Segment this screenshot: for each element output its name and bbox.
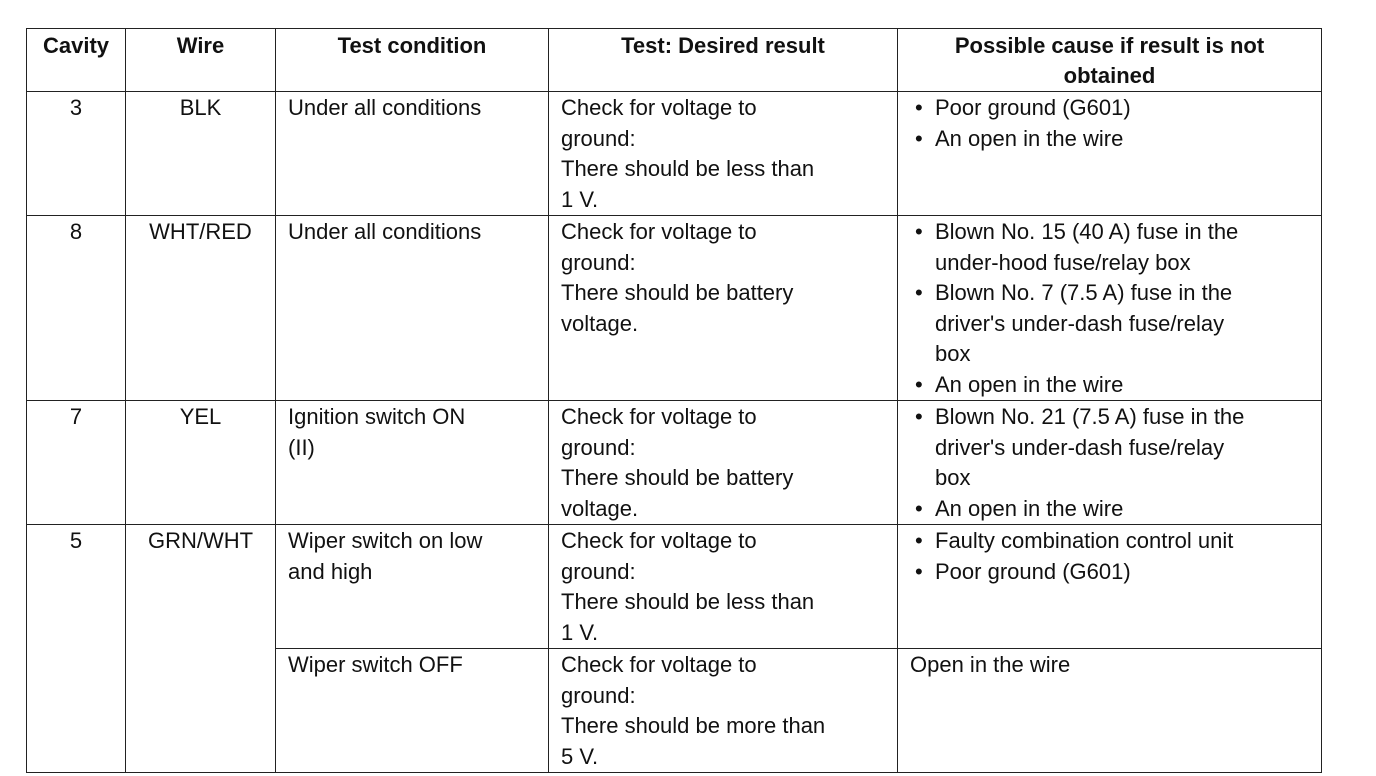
header-possible-cause-line: Possible cause if result is not	[954, 33, 1265, 58]
table-row	[27, 525, 1322, 649]
cause-list	[910, 217, 1311, 400]
result-line: 1 V.	[561, 186, 599, 212]
result-line: 5 V.	[561, 743, 599, 769]
result-line: Check for voltage to	[561, 528, 757, 553]
wire-cell: BLK	[126, 92, 276, 216]
cause-list	[910, 402, 1311, 524]
cause-item	[910, 526, 1311, 557]
result-line: Check for voltage to	[561, 404, 757, 429]
cavity-cell: 7	[27, 401, 126, 525]
result-line: ground:	[561, 249, 636, 275]
cause-cell: Open in the wire	[898, 649, 1322, 773]
cause-line: • Poor ground (G601)	[935, 95, 1131, 120]
cause-line: under-hood fuse/relay box	[935, 249, 1191, 275]
table-header-row	[27, 29, 1322, 92]
result-cell	[549, 649, 898, 773]
cause-line: driver's under-dash fuse/relay	[935, 434, 1225, 460]
table-row	[27, 92, 1322, 216]
header-desired-result: Test: Desired result	[549, 29, 898, 92]
condition-cell	[276, 649, 549, 773]
result-line: There should be less than	[561, 156, 815, 181]
cause-line: • Poor ground (G601)	[935, 558, 1131, 584]
header-cavity: Cavity	[27, 29, 126, 92]
cause-cell	[898, 525, 1322, 649]
result-line: ground:	[561, 434, 636, 460]
cause-item	[910, 402, 1311, 494]
cause-line: • Faulty combination control unit	[935, 528, 1234, 553]
wire-cell: GRN/WHT	[126, 525, 276, 773]
result-line: There should be more than	[561, 713, 826, 738]
cause-item	[910, 557, 1311, 588]
cause-list	[910, 526, 1311, 587]
cause-line: • An open in the wire	[935, 125, 1124, 151]
table-row	[27, 401, 1322, 525]
result-cell	[549, 216, 898, 401]
condition-cell	[276, 92, 549, 216]
cause-line: • Blown No. 7 (7.5 A) fuse in the	[935, 280, 1233, 305]
result-line: There should be battery	[561, 465, 794, 490]
condition-line: Ignition switch ON	[288, 404, 466, 429]
cause-cell	[898, 401, 1322, 525]
header-possible-cause	[898, 29, 1322, 92]
condition-line: Under all conditions	[288, 219, 482, 244]
condition-cell	[276, 216, 549, 401]
result-line: There should be battery	[561, 280, 794, 305]
result-cell	[549, 525, 898, 649]
result-line: Check for voltage to	[561, 652, 757, 677]
cause-line: • Blown No. 21 (7.5 A) fuse in the	[935, 404, 1245, 429]
condition-line: Under all conditions	[288, 95, 482, 120]
result-line: There should be less than	[561, 589, 815, 614]
cavity-cell: 8	[27, 216, 126, 401]
wire-cell: YEL	[126, 401, 276, 525]
header-test-condition: Test condition	[276, 29, 549, 92]
cause-item	[910, 217, 1311, 278]
result-line: ground:	[561, 682, 636, 708]
condition-cell	[276, 401, 549, 525]
cause-cell	[898, 92, 1322, 216]
cause-cell	[898, 216, 1322, 401]
result-line: voltage.	[561, 495, 639, 521]
cause-line: • An open in the wire	[935, 371, 1124, 397]
cause-line: box	[935, 465, 971, 490]
cause-item	[910, 494, 1311, 525]
table-row	[27, 216, 1322, 401]
cause-item	[910, 370, 1311, 401]
result-line: voltage.	[561, 310, 639, 336]
cause-line: box	[935, 341, 971, 366]
result-line: Check for voltage to	[561, 95, 757, 120]
result-cell	[549, 92, 898, 216]
cause-item	[910, 124, 1311, 155]
condition-line: Wiper switch on low	[288, 528, 483, 553]
result-line: 1 V.	[561, 619, 599, 645]
result-line: ground:	[561, 558, 636, 584]
cavity-cell: 3	[27, 92, 126, 216]
condition-line: Wiper switch OFF	[288, 652, 463, 677]
condition-line: (II)	[288, 434, 315, 460]
cavity-cell: 5	[27, 525, 126, 773]
cause-line: • Blown No. 15 (40 A) fuse in the	[935, 219, 1239, 244]
document-page	[26, 28, 1322, 773]
result-line: ground:	[561, 125, 636, 151]
cause-item	[910, 93, 1311, 124]
wiring-test-table	[26, 28, 1322, 773]
condition-cell	[276, 525, 549, 649]
result-line: Check for voltage to	[561, 219, 757, 244]
condition-line: and high	[288, 558, 373, 584]
cause-line: driver's under-dash fuse/relay	[935, 310, 1225, 336]
wire-cell: WHT/RED	[126, 216, 276, 401]
cause-line: • An open in the wire	[935, 495, 1124, 521]
header-wire: Wire	[126, 29, 276, 92]
header-possible-cause-line: obtained	[1063, 63, 1156, 88]
cause-list	[910, 93, 1311, 154]
result-cell	[549, 401, 898, 525]
cause-item	[910, 278, 1311, 370]
